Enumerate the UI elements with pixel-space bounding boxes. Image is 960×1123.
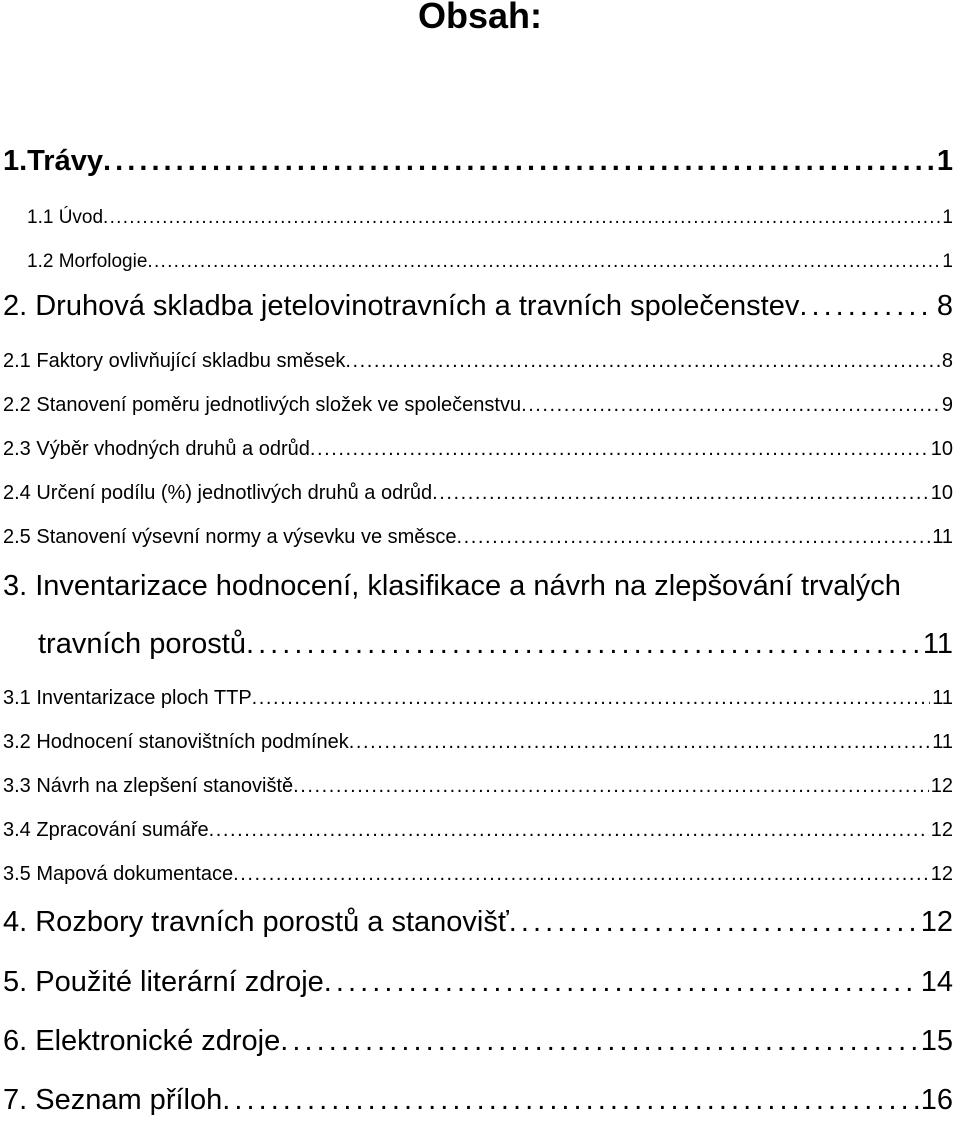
toc-page: 12: [920, 906, 953, 938]
toc-entry-inventarizace-ploch[interactable]: [3, 687, 953, 710]
toc-leader: [432, 482, 929, 505]
toc-label: 1.Trávy: [3, 145, 103, 177]
toc-leader: [222, 1084, 919, 1117]
toc-label: 2.3 Výběr vhodných druhů a odrůd: [3, 438, 310, 460]
toc-page: 11: [922, 628, 953, 660]
page-title: Obsah:: [417, 0, 542, 36]
toc-page: 1: [942, 251, 953, 272]
toc-entry-uvod[interactable]: [27, 207, 953, 229]
toc-label: 3.1 Inventarizace ploch TTP: [3, 687, 252, 709]
toc-entry-zpracovani-sumare[interactable]: [3, 819, 953, 842]
toc-label: 2.2 Stanovení poměru jednotlivých složek ve společenstvu: [3, 394, 522, 416]
toc-leader: [233, 863, 929, 886]
toc-leader: [799, 290, 935, 323]
toc-entry-hodnoceni-stanovist[interactable]: [3, 731, 953, 754]
toc-page: 8: [936, 290, 953, 322]
toc-page: 11: [932, 731, 953, 753]
toc-label: 1.2 Morfologie: [27, 251, 148, 272]
toc-page: 10: [930, 438, 953, 460]
toc-entry-urceni-podilu[interactable]: [3, 482, 953, 505]
toc-label: travních porostů: [38, 628, 246, 660]
toc-leader: [293, 775, 929, 798]
toc-entry-vysevni-normy[interactable]: [3, 526, 953, 549]
toc-entry-inventarizace-line1[interactable]: 3. Inventarizace hodnocení, klasifikace a návrh na zlepšování trvalých: [3, 570, 901, 602]
toc-entry-vyber-druhu[interactable]: [3, 438, 953, 461]
toc-page: 11: [932, 687, 953, 709]
toc-label: 4. Rozbory travních porostů a stanovišť: [3, 906, 509, 938]
toc-label: 3.4 Zpracování sumáře: [3, 819, 209, 841]
toc-label: 3.2 Hodnocení stanovištních podmínek: [3, 731, 349, 753]
toc-page: 16: [920, 1084, 953, 1116]
toc-entry-faktory[interactable]: [3, 350, 953, 373]
toc-leader: [147, 251, 940, 273]
toc-entry-stanoveni-pomeru[interactable]: [3, 394, 953, 417]
toc-page: 1: [936, 145, 953, 177]
toc-page: 12: [930, 775, 953, 797]
toc-leader: [209, 819, 929, 842]
toc-page: 12: [930, 819, 953, 841]
toc-label: 6. Elektronické zdroje: [3, 1025, 281, 1057]
toc-page: 10: [930, 482, 953, 504]
toc-label: 2.5 Stanovení výsevní normy a výsevku ve směsce: [3, 526, 457, 548]
toc-leader: [521, 394, 940, 417]
toc-page: 12: [930, 863, 953, 885]
toc-leader: [345, 350, 940, 373]
toc-entry-inventarizace[interactable]: [38, 628, 953, 661]
toc-page: 8: [941, 350, 953, 372]
toc-leader: [252, 687, 931, 710]
toc-leader: [246, 628, 921, 661]
toc-leader: [349, 731, 930, 754]
toc-label: 1.1 Úvod: [27, 207, 104, 228]
toc-label: 5. Použité literární zdroje: [3, 966, 324, 998]
toc-leader: [324, 966, 919, 999]
toc-label: 3.5 Mapová dokumentace: [3, 863, 234, 885]
toc-page: 1: [942, 207, 953, 228]
toc-leader: [310, 438, 929, 461]
toc-leader: [509, 906, 919, 939]
toc-leader: [103, 207, 940, 229]
toc-label: 2.4 Určení podílu (%) jednotlivých druhů a odrůd: [3, 482, 433, 504]
toc-entry-seznam-priloh[interactable]: [3, 1084, 953, 1117]
toc-entry-druhova-skladba[interactable]: [3, 290, 953, 323]
toc-leader: [457, 526, 931, 549]
toc-page: 15: [920, 1025, 953, 1057]
toc-leader: [103, 145, 935, 178]
toc-label: 2.1 Faktory ovlivňující skladbu směsek: [3, 350, 346, 372]
toc-entry-travy[interactable]: [3, 145, 953, 178]
toc-label: 7. Seznam příloh: [3, 1084, 223, 1116]
toc-label: 3.3 Návrh na zlepšení stanoviště: [3, 775, 294, 797]
toc-page: 9: [941, 394, 953, 416]
toc-entry-literarni-zdroje[interactable]: [3, 966, 953, 999]
toc-entry-morfologie[interactable]: [27, 251, 953, 273]
toc-entry-elektronicke-zdroje[interactable]: [3, 1025, 953, 1058]
toc-entry-navrh-zlepseni[interactable]: [3, 775, 953, 798]
toc-entry-rozbory[interactable]: [3, 906, 953, 939]
toc-leader: [280, 1025, 918, 1058]
toc-entry-mapova-dokumentace[interactable]: [3, 863, 953, 886]
toc-page: 14: [920, 966, 953, 998]
toc-label: 2. Druhová skladba jetelovinotravních a travních společenstev: [3, 290, 800, 322]
toc-page: 11: [932, 526, 953, 548]
